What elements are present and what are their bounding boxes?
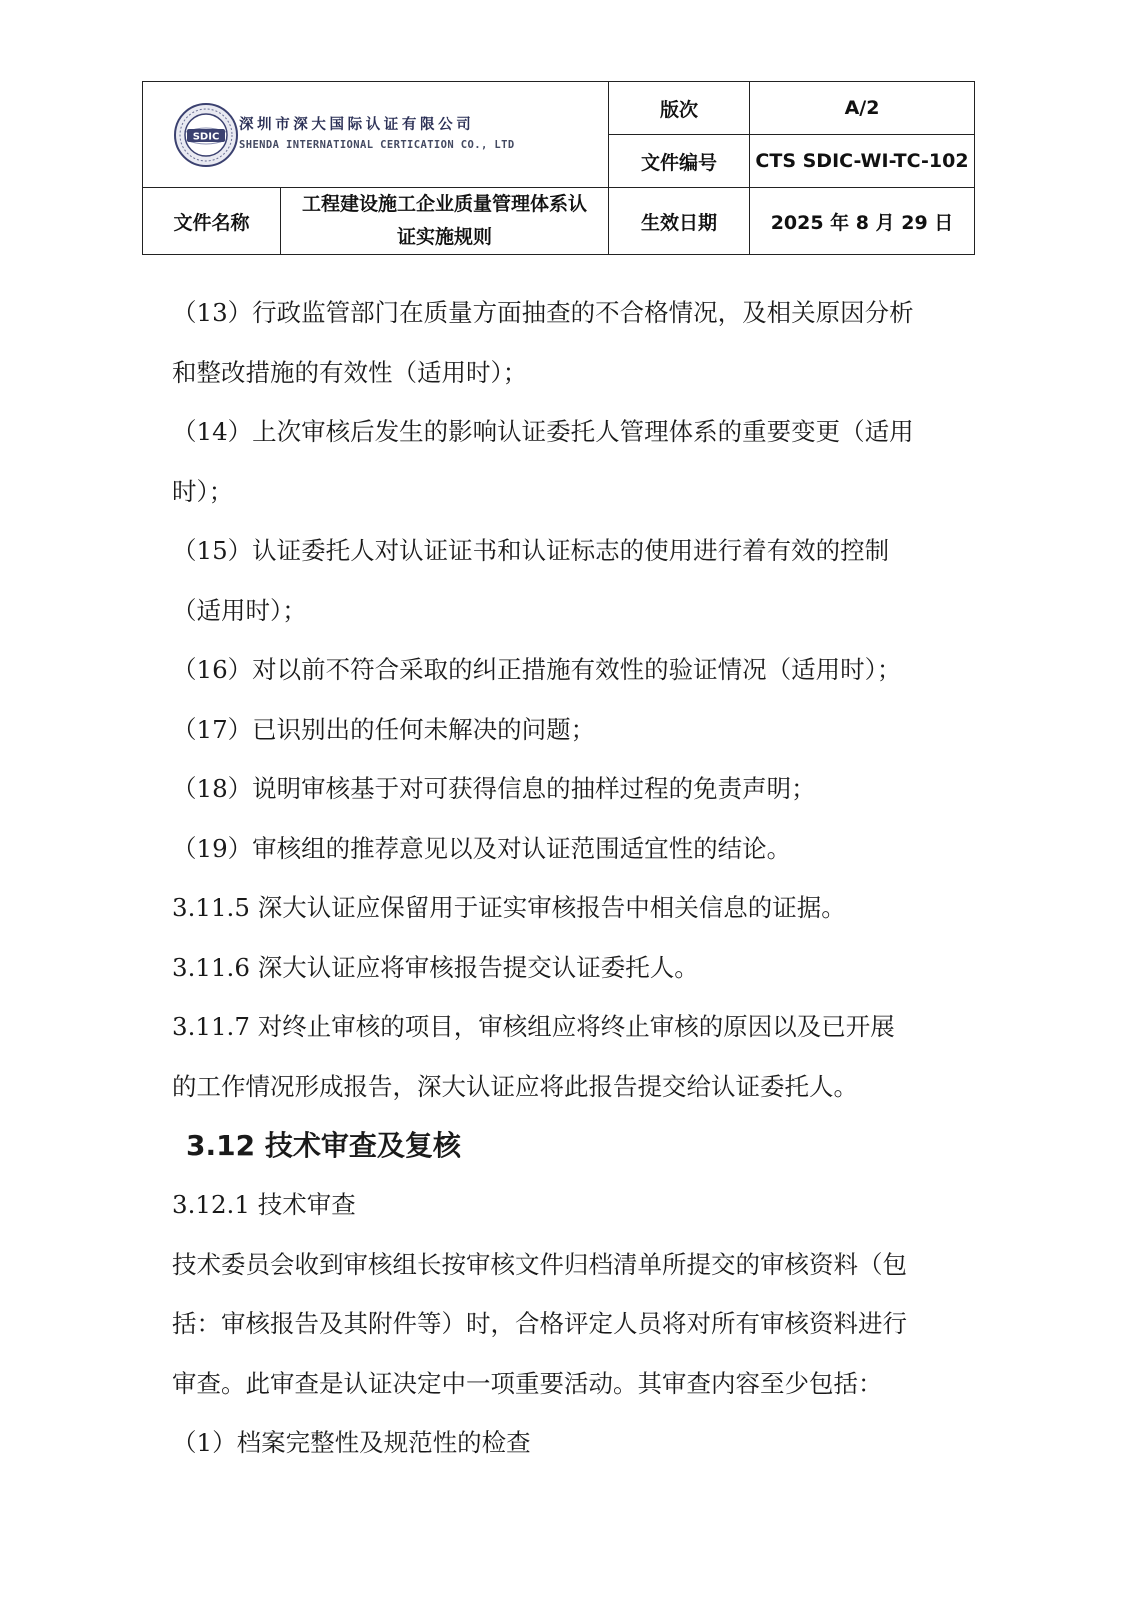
effective-date-label: 生效日期	[609, 188, 750, 255]
doc-name-label: 文件名称	[143, 188, 281, 255]
body-line: 技术委员会收到审核组长按审核文件归档清单所提交的审核资料（包	[172, 1249, 907, 1279]
body-line: （17）已识别出的任何未解决的问题；	[172, 714, 596, 744]
body-line: （13）行政监管部门在质量方面抽查的不合格情况，及相关原因分析	[172, 298, 914, 327]
version-value: A/2	[750, 82, 975, 135]
doc-number-label: 文件编号	[609, 135, 750, 188]
doc-number-value: CTS SDIC-WI-TC-102	[750, 135, 975, 188]
body-line: 3.11.7 对终止审核的项目，审核组应将终止审核的原因以及已开展	[172, 1012, 895, 1041]
body-line: 括：审核报告及其附件等）时，合格评定人员将对所有审核资料进行	[172, 1309, 907, 1338]
company-name-en: SHENDA INTERNATIONAL CERTICATION CO., LTD	[239, 138, 515, 151]
section-heading: 3.12 技术审查及复核	[186, 1129, 461, 1162]
body-line: （16）对以前不符合采取的纠正措施有效性的验证情况（适用时）；	[172, 655, 902, 684]
company-logo-cell	[143, 82, 609, 188]
body-line: 审查。此审查是认证决定中一项重要活动。其审查内容至少包括：	[172, 1368, 883, 1398]
version-label: 版次	[609, 82, 750, 135]
doc-name-value	[281, 188, 609, 255]
body-line: 时）；	[172, 476, 234, 506]
body-line: 和整改措施的有效性（适用时）；	[172, 357, 528, 387]
body-line: （15）认证委托人对认证证书和认证标志的使用进行着有效的控制	[172, 536, 890, 565]
sdic-emblem-icon	[173, 102, 239, 168]
emblem-text: SDIC	[192, 131, 220, 142]
doc-name-line: 工程建设施工企业质量管理体系认	[301, 193, 587, 215]
body-line: 的工作情况形成报告，深大认证应将此报告提交给认证委托人。	[172, 1071, 858, 1101]
body-line: 3.11.5 深大认证应保留用于证实审核报告中相关信息的证据。	[172, 893, 846, 922]
document-body	[172, 283, 972, 1473]
effective-date-value: 2025 年 8 月 29 日	[750, 188, 975, 255]
body-line: （1）档案完整性及规范性的检查	[172, 1428, 531, 1457]
body-line: （18）说明审核基于对可获得信息的抽样过程的免责声明；	[172, 774, 816, 803]
doc-name-line: 证实施规则	[396, 226, 492, 248]
body-line: （14）上次审核后发生的影响认证委托人管理体系的重要变更（适用	[172, 417, 914, 446]
company-name-cn: 深圳市深大国际认证有限公司	[239, 116, 475, 133]
document-header-table	[142, 81, 975, 255]
body-line: （适用时）；	[172, 595, 307, 625]
company-logo	[143, 102, 608, 168]
body-line: 3.11.6 深大认证应将审核报告提交认证委托人。	[172, 952, 699, 982]
body-line: 3.12.1 技术审查	[172, 1190, 356, 1219]
body-line: （19）审核组的推荐意见以及对认证范围适宜性的结论。	[172, 833, 792, 863]
